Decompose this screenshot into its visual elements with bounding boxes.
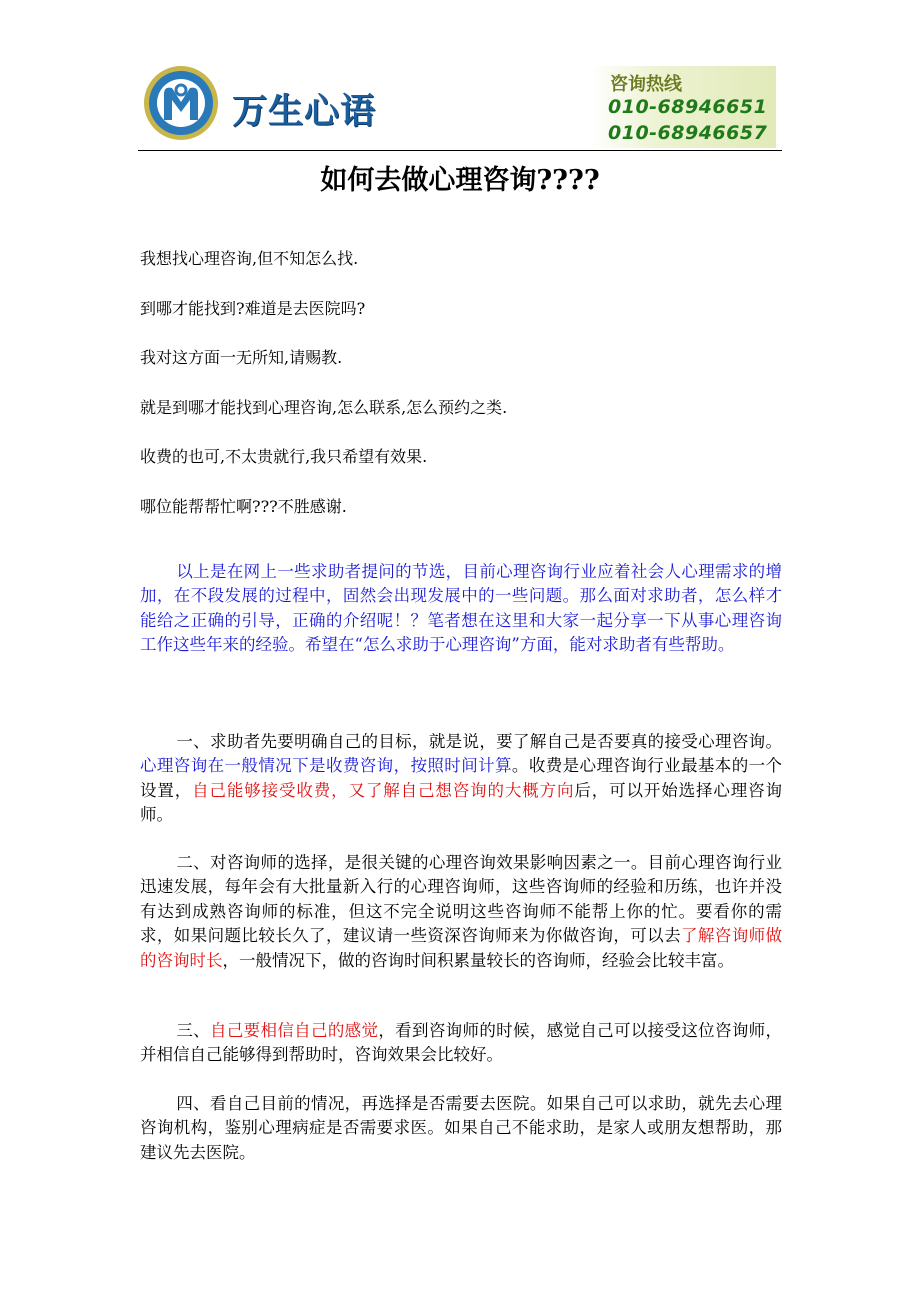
point-2-paragraph	[140, 851, 782, 973]
point-1-highlight-blue: 心理咨询在一般情况下是收费咨询，按照时间计算	[140, 756, 512, 776]
intro-paragraph	[140, 560, 782, 658]
point-1-paragraph	[140, 730, 782, 828]
point-2-text-2: ，一般情况下，做的咨询时间积累量较长的咨询师，经验会比较丰富。	[222, 950, 734, 970]
hotline-banner	[590, 66, 776, 148]
hotline-label: 咨询热线	[610, 74, 682, 95]
question-line: 我想找心理咨询,但不知怎么找.	[140, 249, 359, 268]
brand-logo-icon	[142, 64, 220, 142]
question-line: 就是到哪才能找到心理咨询,怎么联系,怎么预约之类.	[140, 397, 508, 417]
point-3-text-2: ，看到咨询师的时候，感觉自己可以接受这位咨询师，并相信自己能够得到帮助时，咨询效果会比较好。	[140, 1021, 783, 1065]
intro-text: 以上是在网上一些求助者提问的节选，目前心理咨询行业应着社会人心理需求的增加，在不段发展的过程中，固然会出现发展中的一些问题。那么面对求助者，怎么样才能给之正确的引导，正确的介绍呢！？笔者想在这里和大家一起分享一下从事心理咨询工作这些年来的经验。希望在“怎么求助于心理咨询”方面，能对求助者有些帮助。	[140, 562, 782, 655]
question-line: 到哪才能找到?难道是去医院吗?	[140, 298, 366, 318]
point-1-text: 一、求助者先要明确自己的目标，就是说，要了解自己是否要真的接受心理咨询。	[176, 732, 782, 751]
page-title: 如何去做心理咨询????	[320, 165, 600, 196]
hotline-phone-2: 010-68946657	[608, 122, 768, 144]
question-lines	[140, 248, 780, 545]
point-4-text: 四、看自己目前的情况，再选择是否需要去医院。如果自己可以求助，就先去心理咨询机构，鉴别心理病症是否需要求医。如果自己不能求助，是家人或朋友想帮助，那建议先去医院。	[140, 1094, 782, 1162]
question-line: 我对这方面一无所知,请赐教.	[140, 348, 343, 367]
point-1-highlight-red: 自己能够接受收费，又了解自己想咨询的大概方向	[192, 780, 575, 800]
point-3-text: 三、	[176, 1021, 210, 1040]
question-line: 收费的也可,不太贵就行,我只希望有效果.	[140, 447, 428, 466]
point-4-paragraph	[140, 1092, 782, 1165]
brand-name: 万生心语	[232, 92, 377, 132]
hotline-phone-1: 010-68946651	[608, 96, 768, 118]
point-1-text-3: 后，可以开始选择心理咨询师。	[140, 780, 782, 825]
question-line: 哪位能帮帮忙啊???不胜感谢.	[140, 496, 347, 516]
point-3-paragraph	[140, 1019, 782, 1068]
point-2-text: 二、对咨询师的选择，是很关键的心理咨询效果影响因素之一。目前心理咨询行业迅速发展，每年会有大批量新入行的心理咨询师，这些咨询师的经验和历练，也许并没有达到成熟咨询师的标准，但这不完全说明这些咨询师不能帮上你的忙。要看你的需求，如果问题比较长久了，建议请一些资深咨询师来为你做咨询，可以去	[140, 853, 782, 946]
point-3-highlight-red: 自己要相信自己的感觉	[210, 1021, 379, 1040]
header-divider	[138, 150, 782, 151]
point-1-text-2: 。收费是心理咨询行业最基本的一个设置，	[140, 756, 783, 800]
point-2-highlight-red: 了解咨询师做的咨询时长	[140, 926, 783, 970]
page-header	[138, 62, 782, 150]
